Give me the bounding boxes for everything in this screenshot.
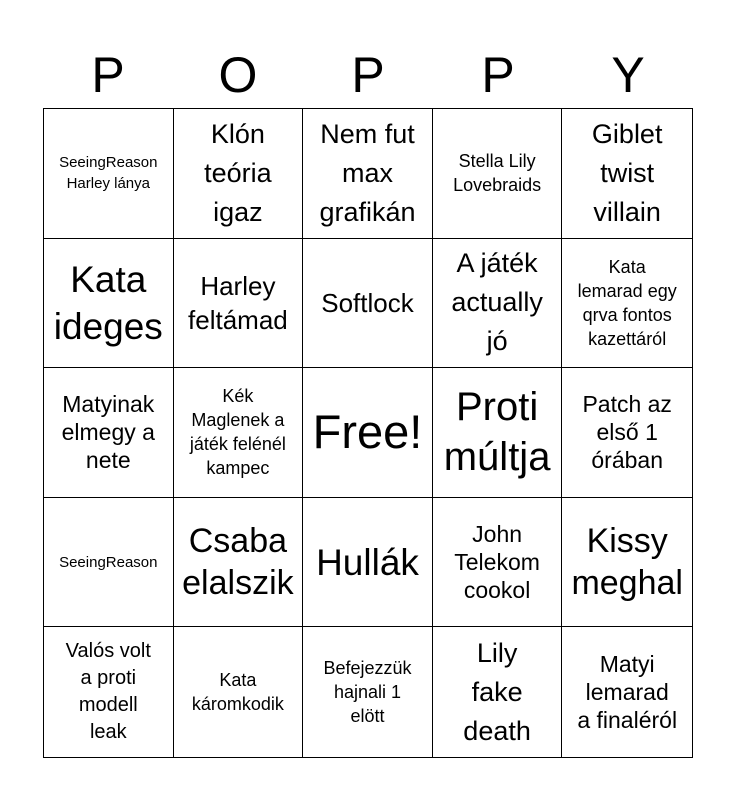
bingo-cell[interactable] <box>303 109 433 239</box>
cell-text: Klón teória igaz <box>204 118 272 227</box>
cell-text: Kata lemarad egy qrva fontos kazettáról <box>577 256 677 349</box>
cell-text: Lily fake death <box>463 637 531 746</box>
cell-text: Stella Lily Lovebraids <box>453 151 542 196</box>
bingo-cell[interactable] <box>303 498 433 628</box>
bingo-cell[interactable] <box>174 368 304 498</box>
bingo-cell[interactable] <box>433 368 563 498</box>
header-letter-p: P <box>91 47 125 103</box>
bingo-cell[interactable] <box>44 498 174 628</box>
cell-text: Hullák <box>316 541 419 583</box>
bingo-cell[interactable] <box>562 627 692 757</box>
bingo-cell[interactable] <box>44 109 174 239</box>
cell-text: SeeingReason Harley lánya <box>59 154 158 193</box>
bingo-cell[interactable] <box>562 368 692 498</box>
cell-text: SeeingReason <box>59 553 158 571</box>
header-letter-y: Y <box>611 47 645 103</box>
header-letter-p: P <box>351 47 385 103</box>
bingo-cell[interactable] <box>433 109 563 239</box>
bingo-cell[interactable] <box>174 498 304 628</box>
bingo-cell[interactable] <box>303 239 433 369</box>
free-space-text: Free! <box>312 405 423 459</box>
header-letter-o: O <box>218 47 258 103</box>
cell-text: John Telekom cookol <box>454 521 540 604</box>
bingo-cell[interactable] <box>433 239 563 369</box>
bingo-cell[interactable] <box>562 109 692 239</box>
cell-text: Matyinak elmegy a nete <box>61 391 155 474</box>
header-letter-p: P <box>481 47 515 103</box>
cell-text: Giblet twist villain <box>591 118 663 227</box>
cell-text: Kata káromkodik <box>191 670 284 715</box>
cell-text: Kata ideges <box>53 258 163 347</box>
cell-text: Nem fut max grafikán <box>319 118 416 227</box>
bingo-cell[interactable] <box>174 109 304 239</box>
cell-text: Befejezzük hajnali 1 elött <box>323 658 412 727</box>
bingo-cell[interactable] <box>303 627 433 757</box>
free-space[interactable] <box>303 368 433 498</box>
bingo-cell[interactable] <box>44 239 174 369</box>
bingo-cell[interactable] <box>174 239 304 369</box>
bingo-cell[interactable] <box>174 627 304 757</box>
bingo-cell[interactable] <box>562 498 692 628</box>
bingo-cell[interactable] <box>44 627 174 757</box>
bingo-board <box>43 108 693 758</box>
cell-text: Csaba elalszik <box>182 522 294 603</box>
cell-text: A játék actually jó <box>451 248 543 357</box>
cell-text: Valós volt a proti modell leak <box>65 640 151 744</box>
bingo-header <box>43 42 693 108</box>
cell-text: Patch az első 1 órában <box>582 391 672 474</box>
cell-text: Kissy meghal <box>571 522 683 603</box>
bingo-cell[interactable] <box>433 498 563 628</box>
cell-text: Kék Maglenek a játék felénél kampec <box>189 386 286 479</box>
bingo-cell[interactable] <box>44 368 174 498</box>
cell-text: Harley feltámad <box>188 270 288 335</box>
cell-text: Softlock <box>321 287 414 318</box>
bingo-cell[interactable] <box>433 627 563 757</box>
bingo-cell[interactable] <box>562 239 692 369</box>
cell-text: Matyi lemarad a finaléról <box>577 651 678 734</box>
cell-text: Proti múltja <box>443 385 551 480</box>
